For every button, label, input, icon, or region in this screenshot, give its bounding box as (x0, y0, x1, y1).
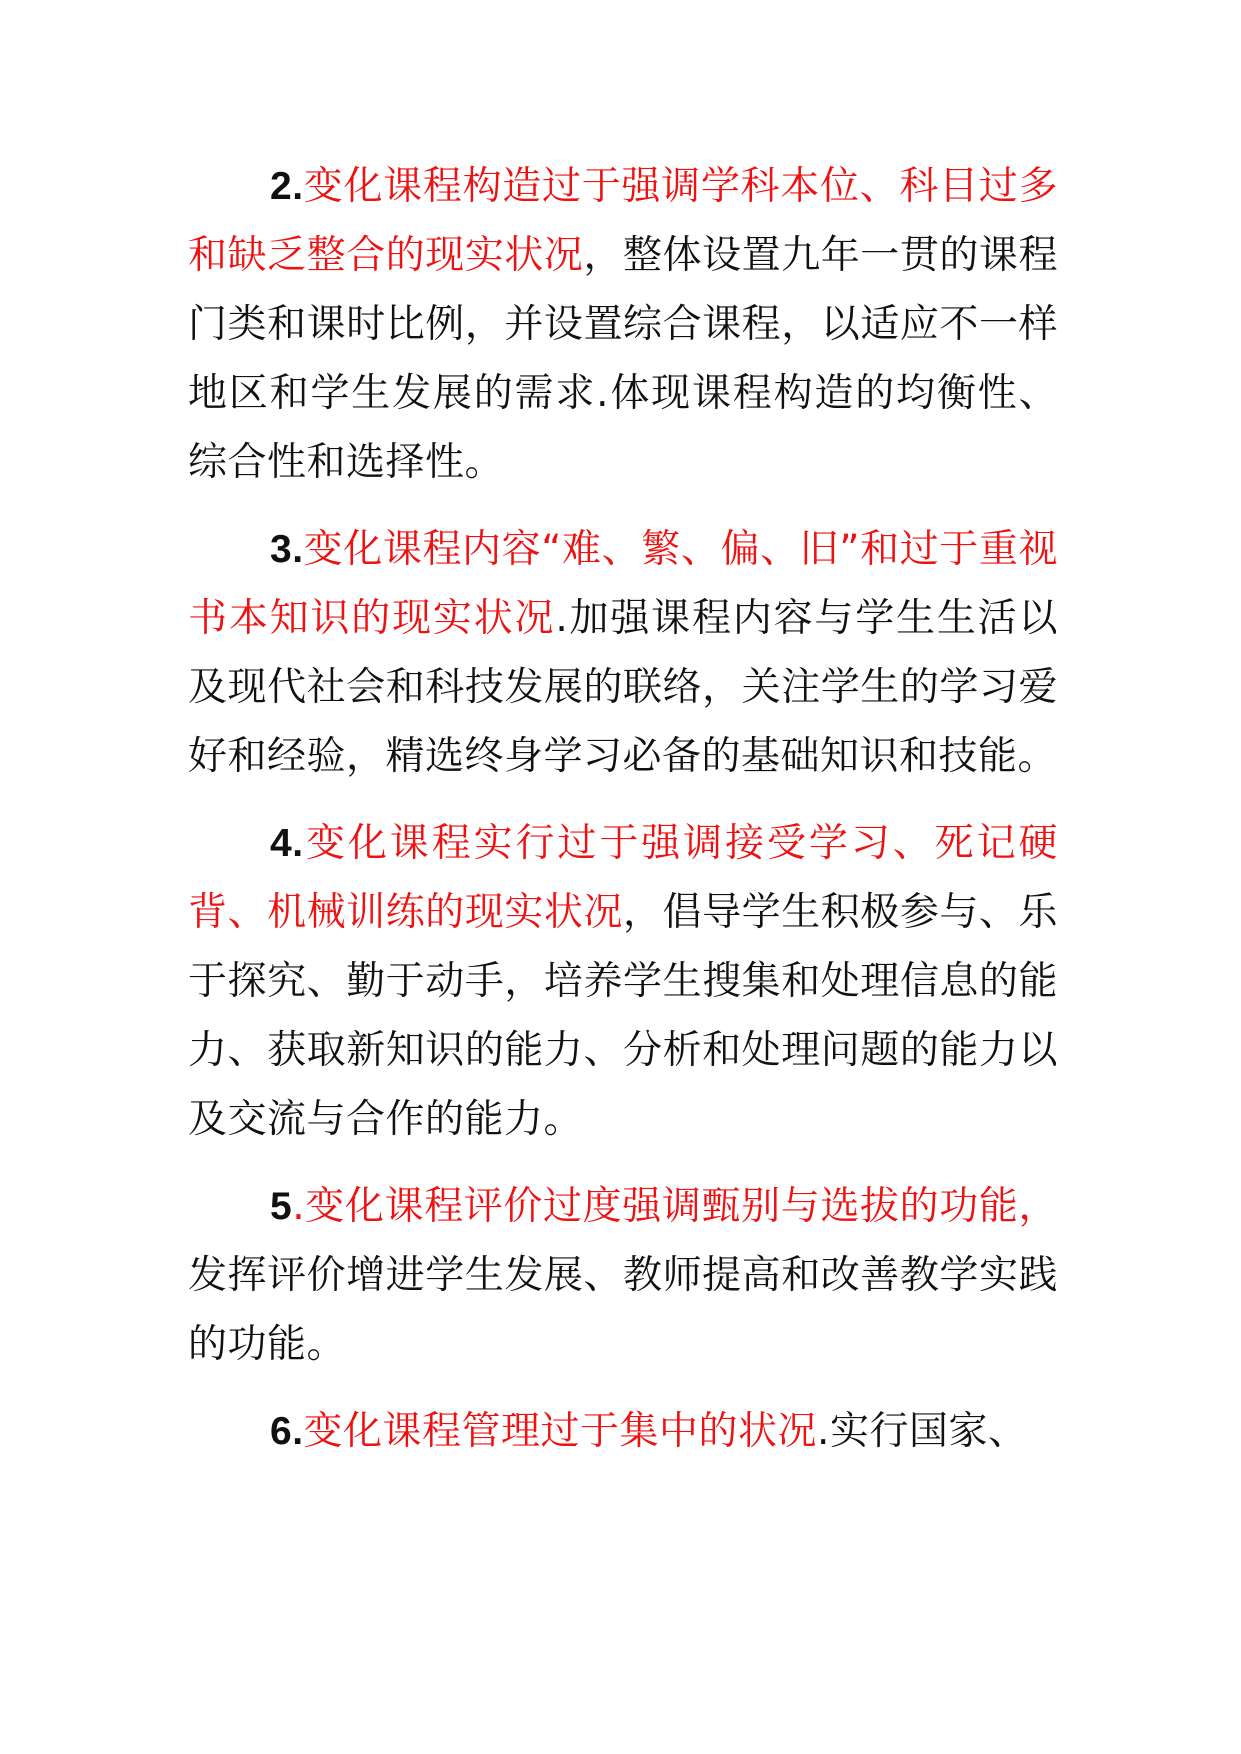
paragraph-item-5 (188, 1172, 1058, 1379)
highlighted-heading: 变化课程管理过于集中的状况 (303, 1409, 818, 1454)
paragraph-item-2 (188, 152, 1058, 497)
paragraph-text: ，整体设置九年一贯的课程门类和课时比例，并设置综合课程，以适应不一样地区和学生发展的需求.体现课程构造的均衡性、综合性和选择性。 (188, 233, 1058, 485)
paragraph-item-6 (188, 1397, 1058, 1466)
highlighted-heading: 变化课程构造过于强调学科本位、科目过多和缺乏整合的现实状况 (188, 164, 1058, 278)
item-number: 4. (270, 822, 304, 865)
paragraph-item-3 (188, 515, 1058, 791)
paragraph-text: .加强课程内容与学生生活以及现代社会和科技发展的联络，关注学生的学习爱好和经验，精选终身学习必备的基础知识和技能。 (188, 596, 1058, 779)
item-number: 3. (270, 528, 304, 571)
highlighted-heading: 变化课程实行过于强调接受学习、死记硬背、机械训练的现实状况 (188, 821, 1058, 935)
highlighted-heading: 变化课程内容“难、繁、偏、旧”和过于重视书本知识的现实状况 (188, 527, 1058, 641)
paragraph-text: .实行国家、 (817, 1409, 1028, 1454)
paragraph-text: 发挥评价增进学生发展、教师提高和改善教学实践的功能。 (188, 1253, 1058, 1367)
paragraph-text: ，倡导学生积极参与、乐于探究、勤于动手，培养学生搜集和处理信息的能力、获取新知识的能力、分析和处理问题的能力以及交流与合作的能力。 (188, 890, 1058, 1142)
item-number: 6. (270, 1410, 304, 1453)
paragraph-item-4 (188, 809, 1058, 1154)
document-body (188, 152, 1058, 1484)
item-number: 2. (270, 165, 304, 208)
item-number: 5 (270, 1185, 293, 1228)
highlighted-heading: .变化课程评价过度强调甄别与选拔的功能， (292, 1184, 1058, 1229)
